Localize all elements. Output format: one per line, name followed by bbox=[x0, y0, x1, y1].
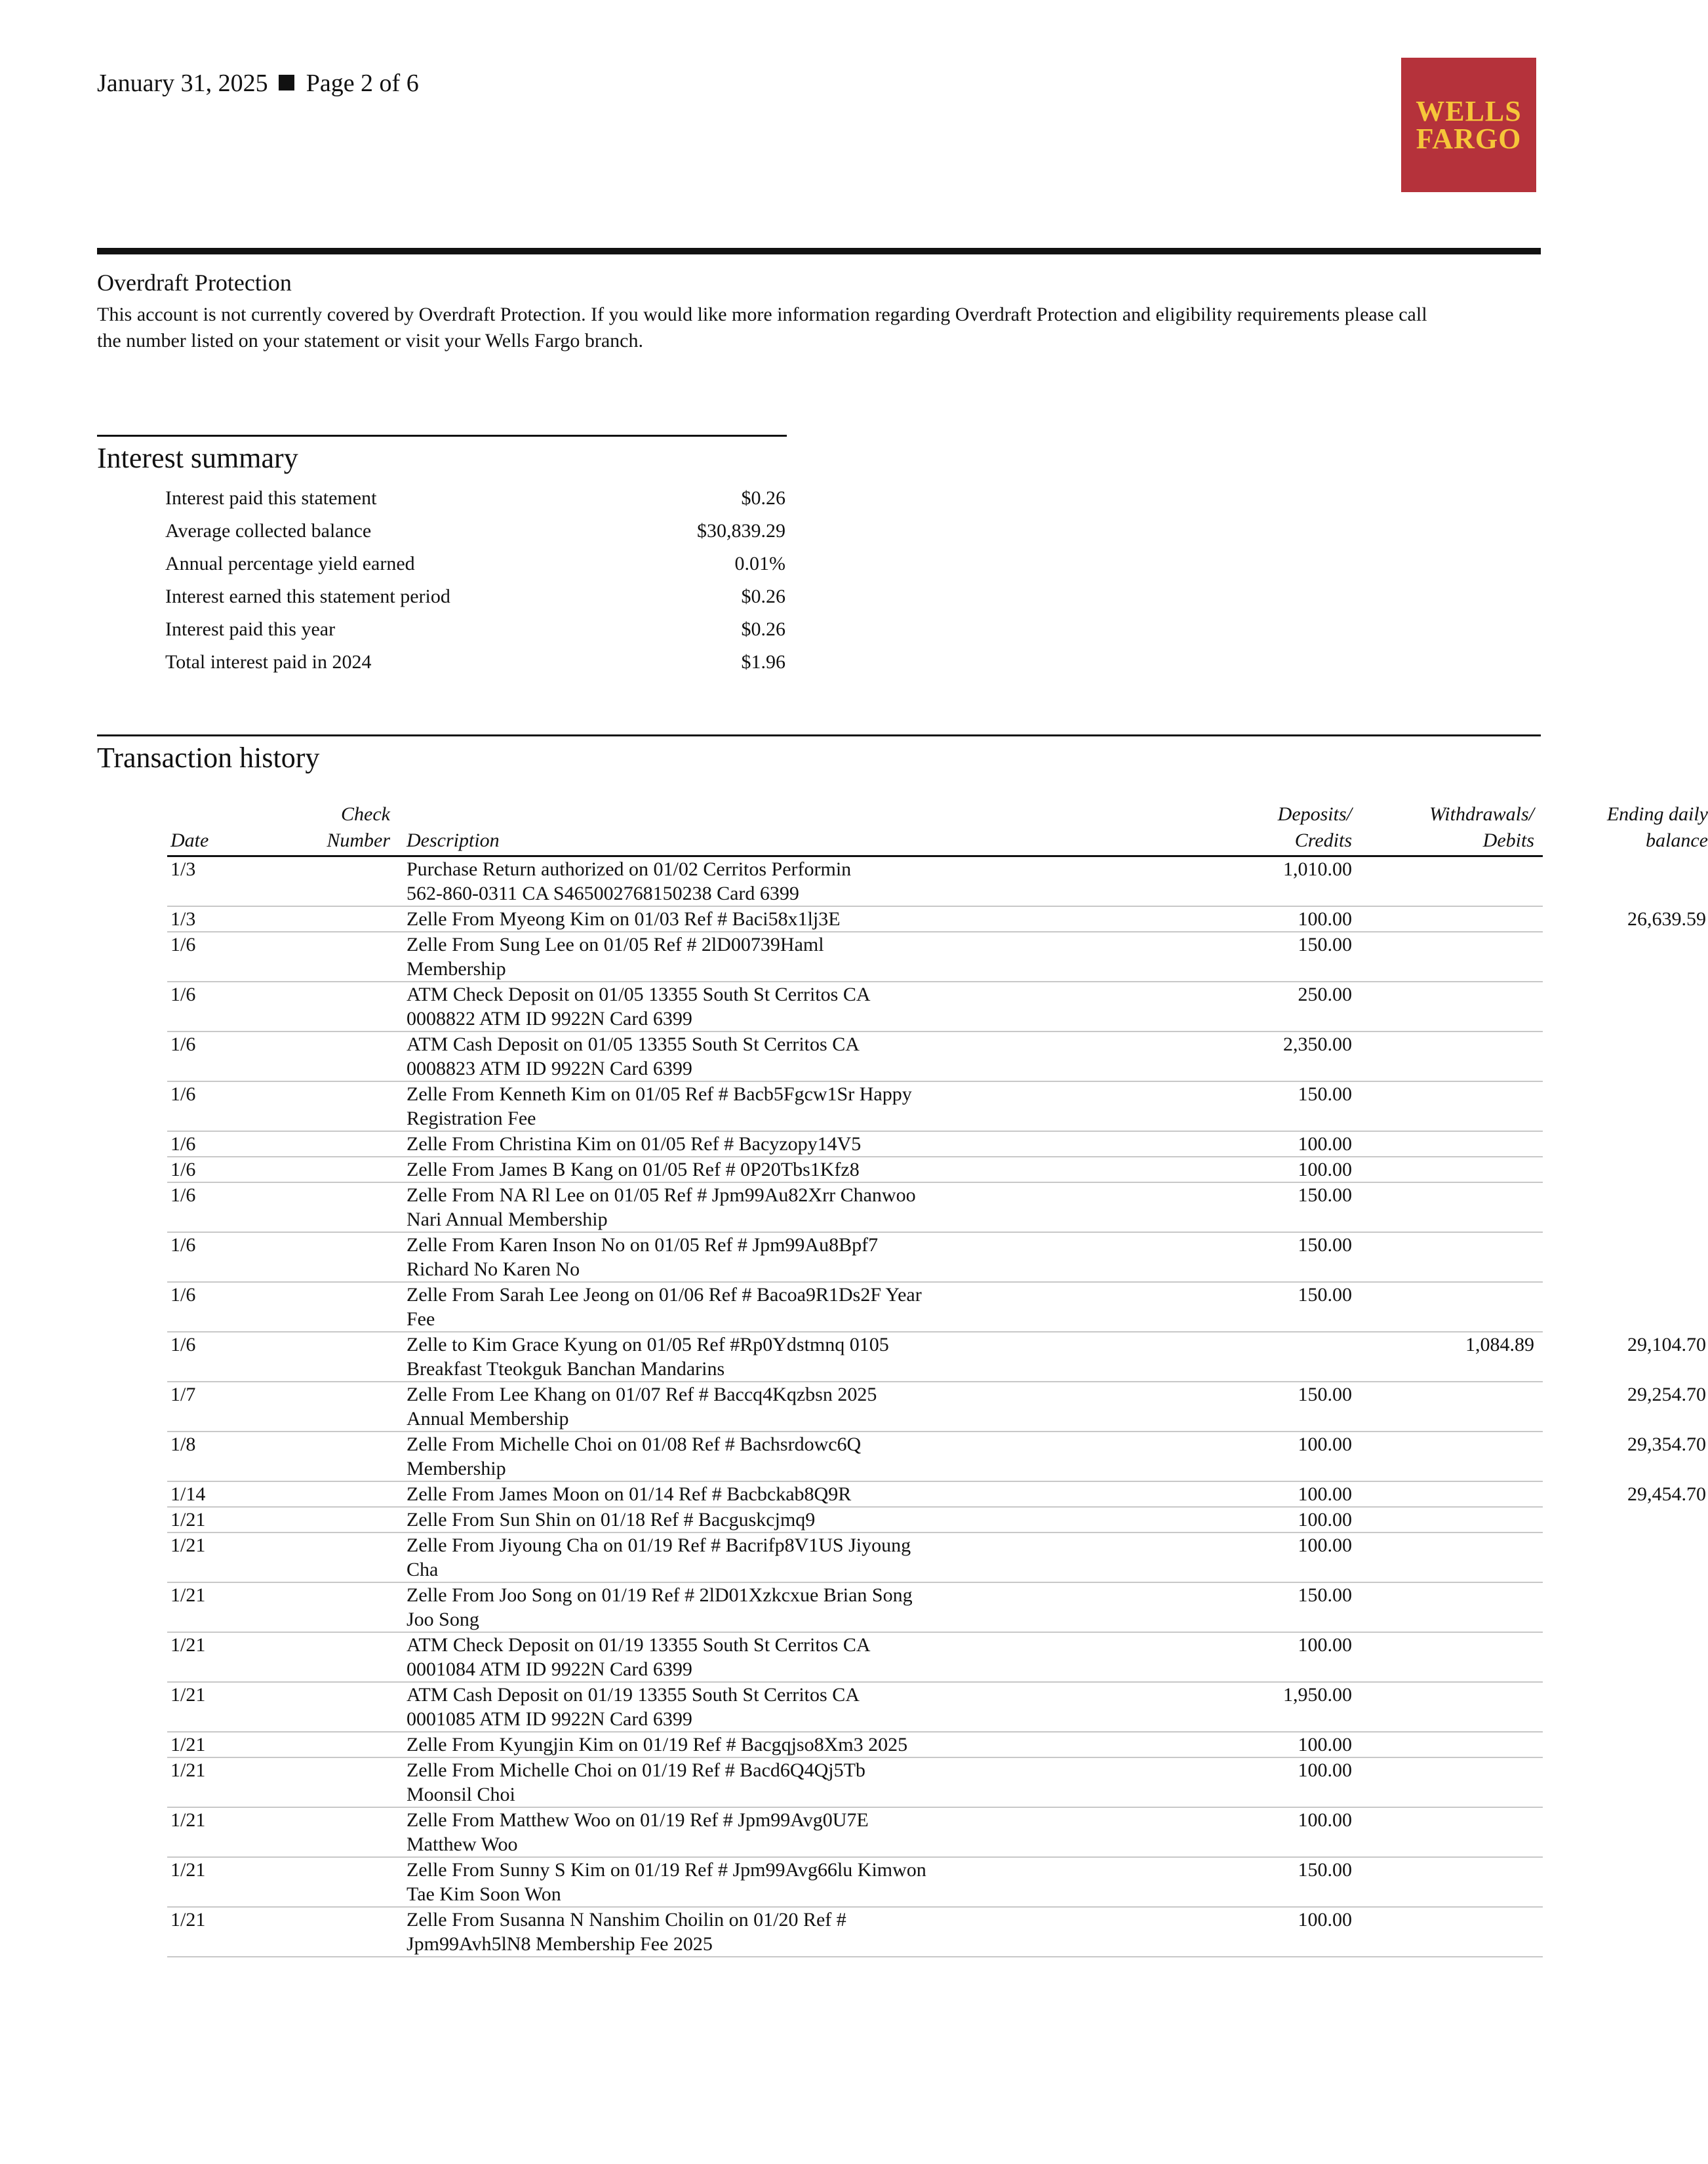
transaction-deposit: 100.00 bbox=[1298, 1909, 1352, 1931]
transaction-ending-balance: 29,454.70 bbox=[1627, 1483, 1706, 1505]
transaction-table-body bbox=[167, 857, 1706, 1957]
transaction-ending-balance: 29,104.70 bbox=[1627, 1334, 1706, 1355]
transaction-row bbox=[167, 1482, 1706, 1508]
interest-value: $30,839.29 bbox=[697, 520, 785, 542]
transaction-date: 1/6 bbox=[170, 1184, 196, 1206]
description-line: Membership bbox=[407, 958, 506, 980]
transaction-description bbox=[407, 932, 997, 981]
transaction-description bbox=[407, 1283, 997, 1331]
transaction-description bbox=[407, 1508, 997, 1532]
description-line: Annual Membership bbox=[407, 1408, 569, 1430]
transaction-row bbox=[167, 1533, 1543, 1583]
transaction-description bbox=[407, 1233, 997, 1281]
interest-value: 0.01% bbox=[734, 553, 785, 574]
transaction-date: 1/6 bbox=[170, 1284, 196, 1306]
header-deposits-line1: Deposits/ bbox=[1277, 803, 1352, 825]
transaction-description bbox=[407, 1758, 997, 1807]
description-line: Richard No Karen No bbox=[407, 1258, 580, 1280]
statement-header bbox=[97, 69, 419, 98]
interest-row bbox=[165, 613, 785, 646]
description-line: Matthew Woo bbox=[407, 1833, 518, 1855]
description-line: Zelle From James B Kang on 01/05 Ref # 0P20Tbs1Kfz8 bbox=[407, 1159, 860, 1180]
description-line: Breakfast Tteokguk Banchan Mandarins bbox=[407, 1358, 725, 1380]
header-balance-line2: balance bbox=[1646, 830, 1708, 851]
separator-square-icon bbox=[279, 75, 294, 90]
transaction-ending-balance: 26,639.59 bbox=[1627, 908, 1706, 930]
transaction-date: 1/6 bbox=[170, 1334, 196, 1355]
description-line: Zelle From Jiyoung Cha on 01/19 Ref # Bacrifp8V1US Jiyoung bbox=[407, 1534, 911, 1556]
transaction-date: 1/6 bbox=[170, 1159, 196, 1180]
transaction-history-divider bbox=[97, 734, 1541, 736]
interest-row bbox=[165, 646, 785, 679]
description-line: Nari Annual Membership bbox=[407, 1209, 608, 1230]
transaction-table bbox=[167, 799, 1708, 1957]
header-check-number bbox=[167, 801, 390, 854]
transaction-deposit: 150.00 bbox=[1298, 1184, 1352, 1206]
transaction-description bbox=[407, 1633, 997, 1681]
transaction-date: 1/7 bbox=[170, 1384, 196, 1405]
description-line: Zelle From Michelle Choi on 01/08 Ref # Bachsrdowc6Q bbox=[407, 1433, 862, 1455]
transaction-date: 1/6 bbox=[170, 1133, 196, 1155]
transaction-deposit: 100.00 bbox=[1298, 1759, 1352, 1781]
transaction-row bbox=[167, 1233, 1543, 1283]
transaction-row bbox=[167, 1583, 1543, 1633]
transaction-row bbox=[167, 1733, 1543, 1758]
transaction-date: 1/6 bbox=[170, 1234, 196, 1256]
transaction-description bbox=[407, 1908, 997, 1956]
page-number: Page 2 of 6 bbox=[306, 70, 419, 97]
description-line: Zelle From Karen Inson No on 01/05 Ref # Jpm99Au8Bpf7 bbox=[407, 1234, 879, 1256]
header-balance-line1: Ending daily bbox=[1606, 803, 1708, 825]
transaction-description bbox=[407, 857, 997, 906]
transaction-description bbox=[407, 907, 997, 931]
interest-label: Interest paid this year bbox=[165, 618, 336, 640]
interest-row bbox=[165, 548, 785, 580]
interest-label: Interest earned this statement period bbox=[165, 586, 450, 607]
transaction-deposit: 150.00 bbox=[1298, 1234, 1352, 1256]
transaction-row bbox=[167, 1332, 1706, 1382]
interest-value: $0.26 bbox=[741, 618, 785, 640]
transaction-row bbox=[167, 1758, 1543, 1808]
description-line: Zelle From Kyungjin Kim on 01/19 Ref # Bacgqjso8Xm3 2025 bbox=[407, 1734, 908, 1755]
transaction-description bbox=[407, 1583, 997, 1632]
transaction-deposit: 100.00 bbox=[1298, 1159, 1352, 1180]
description-line: ATM Cash Deposit on 01/05 13355 South St Cerritos CA bbox=[407, 1033, 860, 1055]
transaction-date: 1/3 bbox=[170, 858, 196, 880]
transaction-date: 1/21 bbox=[170, 1809, 206, 1831]
transaction-deposit: 150.00 bbox=[1298, 934, 1352, 955]
transaction-description bbox=[407, 1332, 997, 1381]
interest-summary-table bbox=[165, 482, 785, 679]
interest-row bbox=[165, 515, 785, 548]
description-line: Zelle From Susanna N Nanshim Choilin on 01/20 Ref # bbox=[407, 1909, 846, 1931]
header-withdrawals-line2: Debits bbox=[1482, 830, 1534, 851]
transaction-deposit: 2,350.00 bbox=[1283, 1033, 1352, 1055]
transaction-ending-balance: 29,354.70 bbox=[1627, 1433, 1706, 1455]
transaction-row bbox=[167, 982, 1543, 1032]
transaction-description bbox=[407, 1482, 997, 1506]
transaction-deposit: 100.00 bbox=[1298, 1133, 1352, 1155]
transaction-date: 1/14 bbox=[170, 1483, 206, 1505]
transaction-deposit: 100.00 bbox=[1298, 908, 1352, 930]
wells-fargo-logo bbox=[1401, 58, 1536, 192]
transaction-row bbox=[167, 1808, 1543, 1858]
interest-row bbox=[165, 580, 785, 613]
transaction-row bbox=[167, 1633, 1543, 1683]
transaction-description bbox=[407, 1157, 997, 1182]
interest-label: Total interest paid in 2024 bbox=[165, 651, 372, 673]
description-line: Cha bbox=[407, 1559, 439, 1580]
transaction-date: 1/21 bbox=[170, 1759, 206, 1781]
transaction-row bbox=[167, 1382, 1706, 1432]
transaction-deposit: 150.00 bbox=[1298, 1284, 1352, 1306]
transaction-row bbox=[167, 1283, 1543, 1332]
description-line: Moonsil Choi bbox=[407, 1784, 515, 1805]
description-line: Tae Kim Soon Won bbox=[407, 1883, 561, 1905]
transaction-deposit: 100.00 bbox=[1298, 1483, 1352, 1505]
description-line: Zelle From Sunny S Kim on 01/19 Ref # Jpm99Avg66lu Kimwon bbox=[407, 1859, 926, 1881]
transaction-date: 1/6 bbox=[170, 1033, 196, 1055]
transaction-deposit: 100.00 bbox=[1298, 1433, 1352, 1455]
description-line: Zelle From Lee Khang on 01/07 Ref # Baccq4Kqzbsn 2025 bbox=[407, 1384, 877, 1405]
header-withdrawals-line1: Withdrawals/ bbox=[1429, 803, 1534, 825]
transaction-description bbox=[407, 1183, 997, 1232]
transaction-date: 1/8 bbox=[170, 1433, 196, 1455]
description-line: ATM Cash Deposit on 01/19 13355 South St Cerritos CA bbox=[407, 1684, 860, 1706]
transaction-withdrawal: 1,084.89 bbox=[1465, 1334, 1534, 1355]
transaction-row bbox=[167, 1432, 1706, 1482]
transaction-date: 1/6 bbox=[170, 1083, 196, 1105]
overdraft-title: Overdraft Protection bbox=[97, 270, 292, 296]
transaction-date: 1/21 bbox=[170, 1634, 206, 1656]
description-line: Zelle From Joo Song on 01/19 Ref # 2lD01Xzkcxue Brian Song bbox=[407, 1584, 913, 1606]
transaction-date: 1/3 bbox=[170, 908, 196, 930]
header-description: Description bbox=[407, 830, 500, 851]
description-line: Zelle From Matthew Woo on 01/19 Ref # Jpm99Avg0U7E bbox=[407, 1809, 869, 1831]
transaction-deposit: 150.00 bbox=[1298, 1384, 1352, 1405]
description-line: Membership bbox=[407, 1458, 506, 1479]
transaction-row bbox=[167, 1508, 1543, 1533]
interest-value: $1.96 bbox=[741, 651, 785, 673]
transaction-row bbox=[167, 1132, 1543, 1157]
description-line: Zelle From Michelle Choi on 01/19 Ref # Bacd6Q4Qj5Tb bbox=[407, 1759, 865, 1781]
interest-value: $0.26 bbox=[741, 586, 785, 607]
header-divider bbox=[97, 248, 1541, 254]
transaction-description bbox=[407, 1132, 997, 1156]
transaction-date: 1/21 bbox=[170, 1909, 206, 1931]
description-line: Fee bbox=[407, 1308, 435, 1330]
transaction-deposit: 150.00 bbox=[1298, 1083, 1352, 1105]
interest-row bbox=[165, 482, 785, 515]
interest-label: Annual percentage yield earned bbox=[165, 553, 415, 574]
transaction-date: 1/21 bbox=[170, 1534, 206, 1556]
transaction-description bbox=[407, 1432, 997, 1481]
description-line: Zelle From James Moon on 01/14 Ref # Bacbckab8Q9R bbox=[407, 1483, 852, 1505]
transaction-row bbox=[167, 857, 1543, 907]
transaction-ending-balance: 29,254.70 bbox=[1627, 1384, 1706, 1405]
description-line: 0001084 ATM ID 9922N Card 6399 bbox=[407, 1658, 692, 1680]
description-line: Zelle From Sung Lee on 01/05 Ref # 2lD00739Haml bbox=[407, 934, 824, 955]
transaction-date: 1/21 bbox=[170, 1584, 206, 1606]
transaction-deposit: 100.00 bbox=[1298, 1734, 1352, 1755]
transaction-row bbox=[167, 1183, 1543, 1233]
transaction-description bbox=[407, 1858, 997, 1906]
transaction-deposit: 100.00 bbox=[1298, 1809, 1352, 1831]
transaction-row bbox=[167, 1082, 1543, 1132]
transaction-deposit: 100.00 bbox=[1298, 1509, 1352, 1531]
transaction-row bbox=[167, 1683, 1543, 1733]
interest-label: Interest paid this statement bbox=[165, 487, 377, 509]
interest-summary-divider bbox=[97, 435, 787, 437]
transaction-deposit: 1,950.00 bbox=[1283, 1684, 1352, 1706]
description-line: ATM Check Deposit on 01/19 13355 South St Cerritos CA bbox=[407, 1634, 871, 1656]
description-line: 562-860-0311 CA S465002768150238 Card 6399 bbox=[407, 883, 799, 904]
transaction-description bbox=[407, 1533, 997, 1582]
description-line: ATM Check Deposit on 01/05 13355 South St Cerritos CA bbox=[407, 984, 871, 1005]
description-line: Zelle to Kim Grace Kyung on 01/05 Ref #Rp0Ydstmnq 0105 bbox=[407, 1334, 889, 1355]
transaction-table-header bbox=[167, 799, 1708, 857]
logo-line-1: WELLS bbox=[1416, 94, 1522, 127]
transaction-deposit: 100.00 bbox=[1298, 1634, 1352, 1656]
overdraft-text: This account is not currently covered by Overdraft Protection. If you would like more information regarding Overdraft Protection and eligibility requirements please call the number listed on your statement or visit your Wells Fargo branch. bbox=[97, 304, 1427, 351]
description-line: 0008822 ATM ID 9922N Card 6399 bbox=[407, 1008, 692, 1030]
transaction-description bbox=[407, 1808, 997, 1856]
transaction-row bbox=[167, 1157, 1543, 1183]
transaction-description bbox=[407, 982, 997, 1031]
description-line: Zelle From Myeong Kim on 01/03 Ref # Baci58x1lj3E bbox=[407, 908, 841, 930]
transaction-row bbox=[167, 907, 1706, 932]
transaction-description bbox=[407, 1082, 997, 1131]
transaction-description bbox=[407, 1683, 997, 1731]
transaction-description bbox=[407, 1382, 997, 1431]
transaction-deposit: 100.00 bbox=[1298, 1534, 1352, 1556]
header-deposits-line2: Credits bbox=[1294, 830, 1352, 851]
transaction-deposit: 150.00 bbox=[1298, 1584, 1352, 1606]
header-ending-balance bbox=[1446, 801, 1708, 854]
description-line: 0008823 ATM ID 9922N Card 6399 bbox=[407, 1058, 692, 1079]
description-line: Zelle From Kenneth Kim on 01/05 Ref # Bacb5Fgcw1Sr Happy bbox=[407, 1083, 912, 1105]
description-line: Purchase Return authorized on 01/02 Cerritos Performin bbox=[407, 858, 852, 880]
description-line: Zelle From Sun Shin on 01/18 Ref # Bacguskcjmq9 bbox=[407, 1509, 816, 1531]
transaction-row bbox=[167, 1908, 1543, 1957]
description-line: Zelle From Sarah Lee Jeong on 01/06 Ref # Bacoa9R1Ds2F Year bbox=[407, 1284, 922, 1306]
transaction-row bbox=[167, 1858, 1543, 1908]
transaction-description bbox=[407, 1032, 997, 1081]
interest-value: $0.26 bbox=[741, 487, 785, 509]
description-line: Jpm99Avh5lN8 Membership Fee 2025 bbox=[407, 1933, 713, 1955]
transaction-date: 1/6 bbox=[170, 984, 196, 1005]
logo-line-2: FARGO bbox=[1416, 122, 1522, 155]
transaction-date: 1/21 bbox=[170, 1734, 206, 1755]
transaction-date: 1/6 bbox=[170, 934, 196, 955]
transaction-date: 1/21 bbox=[170, 1684, 206, 1706]
transaction-row bbox=[167, 1032, 1543, 1082]
interest-summary-title: Interest summary bbox=[97, 442, 298, 474]
statement-date: January 31, 2025 bbox=[97, 70, 268, 97]
description-line: Registration Fee bbox=[407, 1108, 536, 1129]
header-check-line1: Check bbox=[341, 803, 390, 825]
description-line: Joo Song bbox=[407, 1609, 479, 1630]
transaction-row bbox=[167, 932, 1543, 982]
transaction-date: 1/21 bbox=[170, 1859, 206, 1881]
header-check-line2: Number bbox=[327, 830, 390, 851]
transaction-deposit: 1,010.00 bbox=[1283, 858, 1352, 880]
header-date: Date bbox=[170, 830, 209, 851]
transaction-deposit: 250.00 bbox=[1298, 984, 1352, 1005]
description-line: Zelle From Christina Kim on 01/05 Ref # Bacyzopy14V5 bbox=[407, 1133, 862, 1155]
interest-label: Average collected balance bbox=[165, 520, 372, 542]
transaction-date: 1/21 bbox=[170, 1509, 206, 1531]
transaction-description bbox=[407, 1733, 997, 1757]
transaction-history-title: Transaction history bbox=[97, 742, 320, 774]
description-line: Zelle From NA Rl Lee on 01/05 Ref # Jpm99Au82Xrr Chanwoo bbox=[407, 1184, 916, 1206]
description-line: 0001085 ATM ID 9922N Card 6399 bbox=[407, 1708, 692, 1730]
transaction-deposit: 150.00 bbox=[1298, 1859, 1352, 1881]
